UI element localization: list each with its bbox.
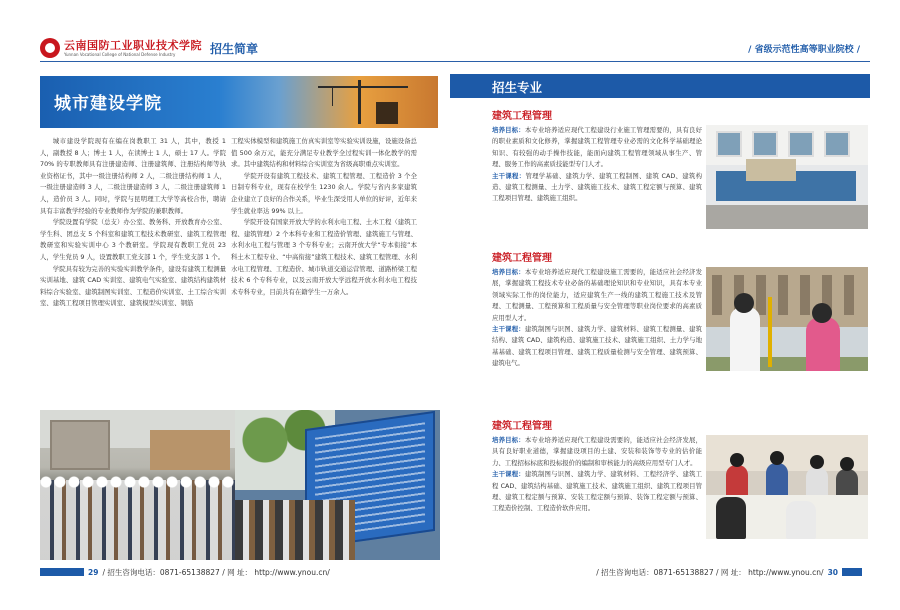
intro-paragraph: 学院具有较为完善的实验实训教学条件，建设有建筑工程测量实训基地、建筑 CAD 实训室、建筑电气实验室、建筑结构建筑材料综合实验室、建筑制图实训室、工程造价实训室、土工综合实训室、建筑工程项目管理实训室、建筑模型实训室、钢筋 [40,264,226,308]
school-logo-icon [40,38,60,58]
school-name [64,40,202,57]
page-number: 29 [88,567,99,577]
goal-text: 本专业培养适应现代工程建设施工需要的，能适应社会经济发展，掌握建筑工程技术专业必备的基础理论知识和专业知识，具有本专业领域实际工作的岗位能力，适应建筑生产一线的建筑工程施工技术及管理、工程测量、工程预算和工程质量与安全管理等职业岗位要求的高素质应用型人才。 [492,268,703,322]
lab-photo [706,125,868,229]
surveying-photo [706,267,868,371]
intro-paragraph: 学院开设有国家开放大学的水利水电工程、土木工程（建筑工程、建筑管理）2 个本科专业和工程造价管理、建筑施工与管理、水利水电工程与管理 3 个专科专业；云南开放大学“专本衔接”本科土木工程专业、“中高衔接”建筑工程技术、建筑工程管理、水利水电工程管理、工程造价、城市轨道交通运营管理、道路桥梁工程技术 6 个专科专业，以及云南开放大学远程开放水利水电工程技术专科专业，目前共有在籍学生一万余人。 [231,218,417,296]
course-label: 主干课程： [492,325,525,334]
major-title: 建筑工程管理 [492,421,552,432]
major-block [492,249,870,368]
banner-title: 城市建设学院 [54,94,162,114]
course-label: 主干课程： [492,171,526,180]
course-text: 建筑制图与识图、建筑力学、建筑材料、建筑工程测量、建筑结构、建筑 CAD、建筑构造、建筑施工技术、建筑施工组织、土力学与地基基础、建筑工程项目管理、建筑工程质量检测与安全管理、建筑预算、建筑电气。 [492,325,703,368]
goal-label: 培养目标： [492,126,525,134]
header-divider [450,61,870,62]
course-text: 建筑制图与识图、建筑力学、建筑材料、工程经济学、建筑工程 CAD、建筑结构基础、建筑施工技术、建筑施工组织、建筑工程项目管理、建筑工程定额与预算、安装工程定额与预算、装饰工程定额与预算、工程造价控制、工程造价软件应用。 [492,470,703,513]
footer-contact: / 招生咨询电话：0871-65138827 / 网 址： http://www.ynou.cn/ [596,567,824,577]
major-description [492,435,702,515]
footer-accent-bar [842,568,862,576]
major-block [492,107,870,203]
major-description [492,267,702,370]
header-divider [40,61,460,62]
header-tagline: / 省级示范性高等职业院校 / [748,45,860,55]
footer-accent-bar [40,568,84,576]
major-block [492,417,870,513]
goal-label: 培养目标： [492,268,525,276]
section-heading: 招生专业 [492,80,543,95]
major-title: 建筑工程管理 [492,253,552,264]
goal-text: 本专业培养适应现代工程建设行业施工管理需要的，具有良好的职业素质和文化修养，掌握建筑工程管理专业必需的文化科学基础理论知识、有较强的动手操作技能，能面向建筑工程管理领域从事生产、管理、服务工作的高素质技能型专门人才。 [492,126,703,169]
course-text: 管理学基础、建筑力学、建筑工程制图、建筑 CAD、建筑构造、建筑工程测量、土力学、建筑施工技术、建筑工程定额与预算、建筑工程项目管理、建筑施工组织。 [492,171,702,203]
course-label: 主干课程： [492,470,525,479]
major-title: 建筑工程管理 [492,111,552,122]
school-name-cn: 云南国防工业职业技术学院 [64,38,202,52]
right-page [450,0,900,610]
intro-paragraph: 城市建设学院现有在编在岗教职工 31 人，其中，教授 1 人，副教授 8 人；博士 1 人，在读博士 1 人，硕士 17 人。学院 70% 的专职教师具有注册建造师、注册建筑师、注册结构师等执业资格证书，其中一级注册结构师 2 人，二级注册结构师 1 人，一级注册建造师 3 人，二级注册建造师 3 人，二级注册建筑师 1 人，造价员 3 人。同时，学院与昆明理工大学等高校合作，聘请具有丰富教学经验的专业教师作为学院的兼职教师。 [40,137,226,215]
intro-column-2 [231,136,417,298]
construction-board-photo [235,410,440,560]
brochure-title: 招生简章 [210,41,259,56]
intro-column-1 [40,136,226,310]
classroom-photo [706,435,868,539]
left-footer [40,566,450,578]
goal-label: 培养目标： [492,436,525,444]
footer-contact: / 招生咨询电话：0871-65138827 / 网 址： http://www.ynou.cn/ [102,567,330,577]
left-header [40,36,258,60]
school-name-en: Yunnan Vocational College of National Defense Industry [64,51,176,57]
college-banner [40,76,438,128]
right-footer [450,566,862,578]
page-number: 30 [827,567,838,577]
crane-silhouette-icon [318,80,408,124]
intro-paragraph-continued: 工程实体模型和建筑施工仿真实训室等实验实训设施，设施设备总值 500 余万元，能充分满足专业教学全过程实训一体化教学的需求。其中建筑结构和材料综合实训室为省级高职重点实训室。 [231,137,417,169]
goal-text: 本专业培养适应现代工程建设需要的，能适应社会经济发展，具有良好职业道德，掌握建设项目的土建、安装和装饰等专业的估价能力、工程招标标底和投标报价的编制和审核能力的高级应用型专门人才。 [492,436,703,467]
major-description [492,125,702,205]
students-site-visit-photo [40,410,235,560]
intro-paragraph: 学院开设有建筑工程技术、建筑工程管理、工程造价 3 个全日制专科专业，现有在校学生 1230 余人。学院与省内多家建筑企业建立了良好的合作关系，毕业生深受用人单位的好评，近年来学生就业率达 99% 以上。 [231,171,417,215]
intro-paragraph: 学院设置有学院（总支）办公室、教务科、开放教育办公室、学生科、团总支 5 个科室和建筑工程技术教研室、建筑工程管理教研室和实验实训中心 3 个教研室。学院现有教职工党员 23 人，学生党员 9 人，设置教职工党支部 1 个，学生党支部 1 个。 [40,218,226,261]
section-heading-bar [450,74,870,98]
